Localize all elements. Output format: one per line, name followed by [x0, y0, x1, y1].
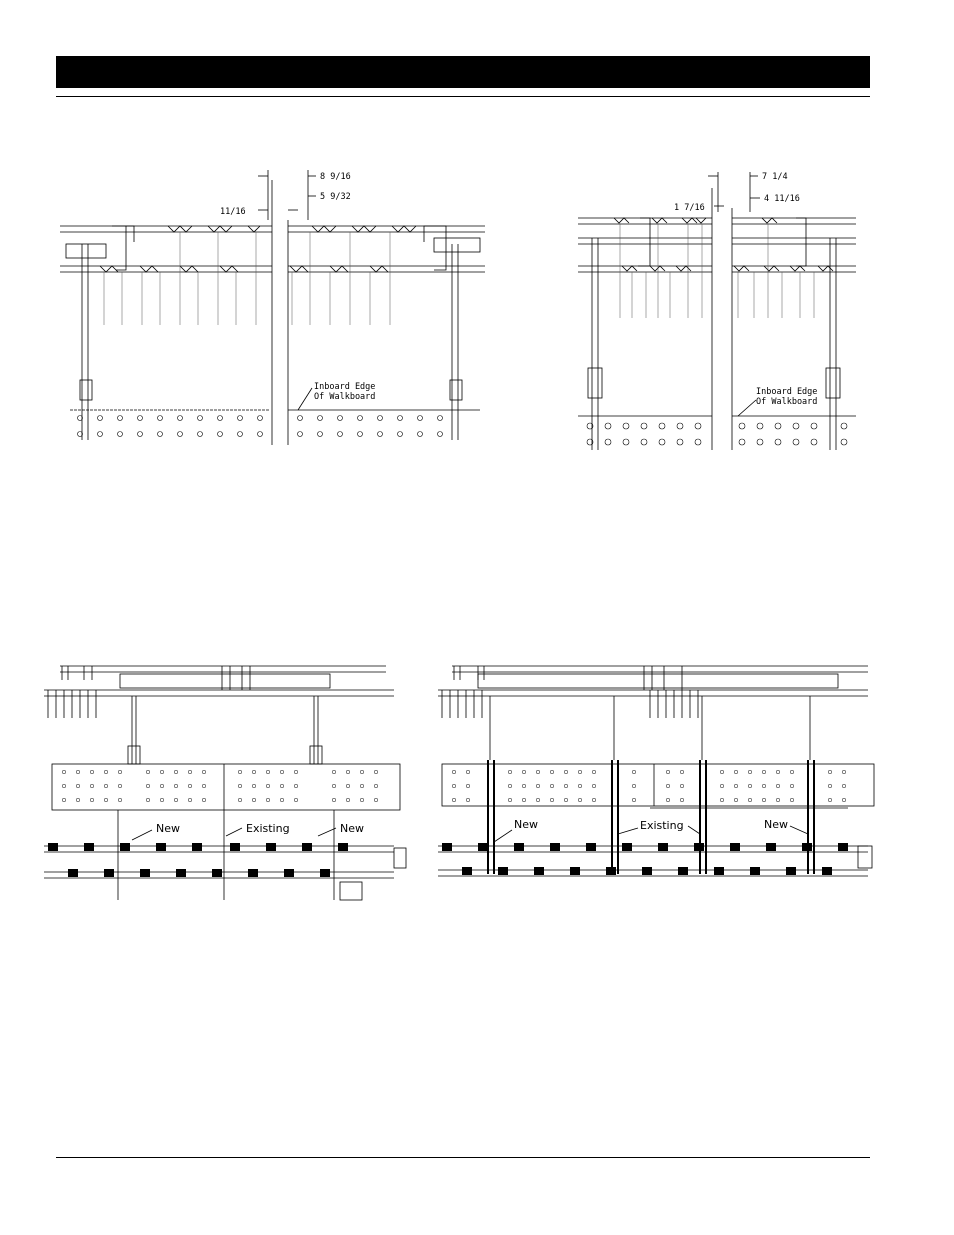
walkboard-note-line-2: Of Walkboard: [756, 397, 818, 407]
walkboard-install-figure-3: [44, 660, 414, 905]
header-rule: [56, 96, 870, 97]
dim-5-9-32: 5 9/32: [320, 192, 351, 202]
dim-4-11-16: 4 11/16: [764, 194, 800, 204]
walkboard-detail-figure-1: [60, 160, 490, 450]
walkboard-install-figure-4: [438, 660, 878, 905]
dim-7-1-4: 7 1/4: [762, 172, 788, 182]
label-new-right: New: [340, 822, 364, 835]
walkboard-note-line-2: Of Walkboard: [314, 392, 376, 402]
dim-11-16: 11/16: [220, 207, 246, 217]
label-existing: Existing: [640, 819, 684, 832]
label-existing: Existing: [246, 822, 290, 835]
header-bar: [56, 56, 870, 88]
dim-8-9-16: 8 9/16: [320, 172, 351, 182]
footer-rule: [56, 1157, 870, 1158]
label-new-left: New: [156, 822, 180, 835]
dim-1-7-16: 1 7/16: [674, 203, 705, 213]
walkboard-note-line-1: Inboard Edge: [756, 387, 818, 397]
label-new-left: New: [514, 818, 538, 831]
walkboard-detail-figure-2: [578, 168, 860, 453]
label-new-right: New: [764, 818, 788, 831]
walkboard-note-line-1: Inboard Edge: [314, 382, 376, 392]
